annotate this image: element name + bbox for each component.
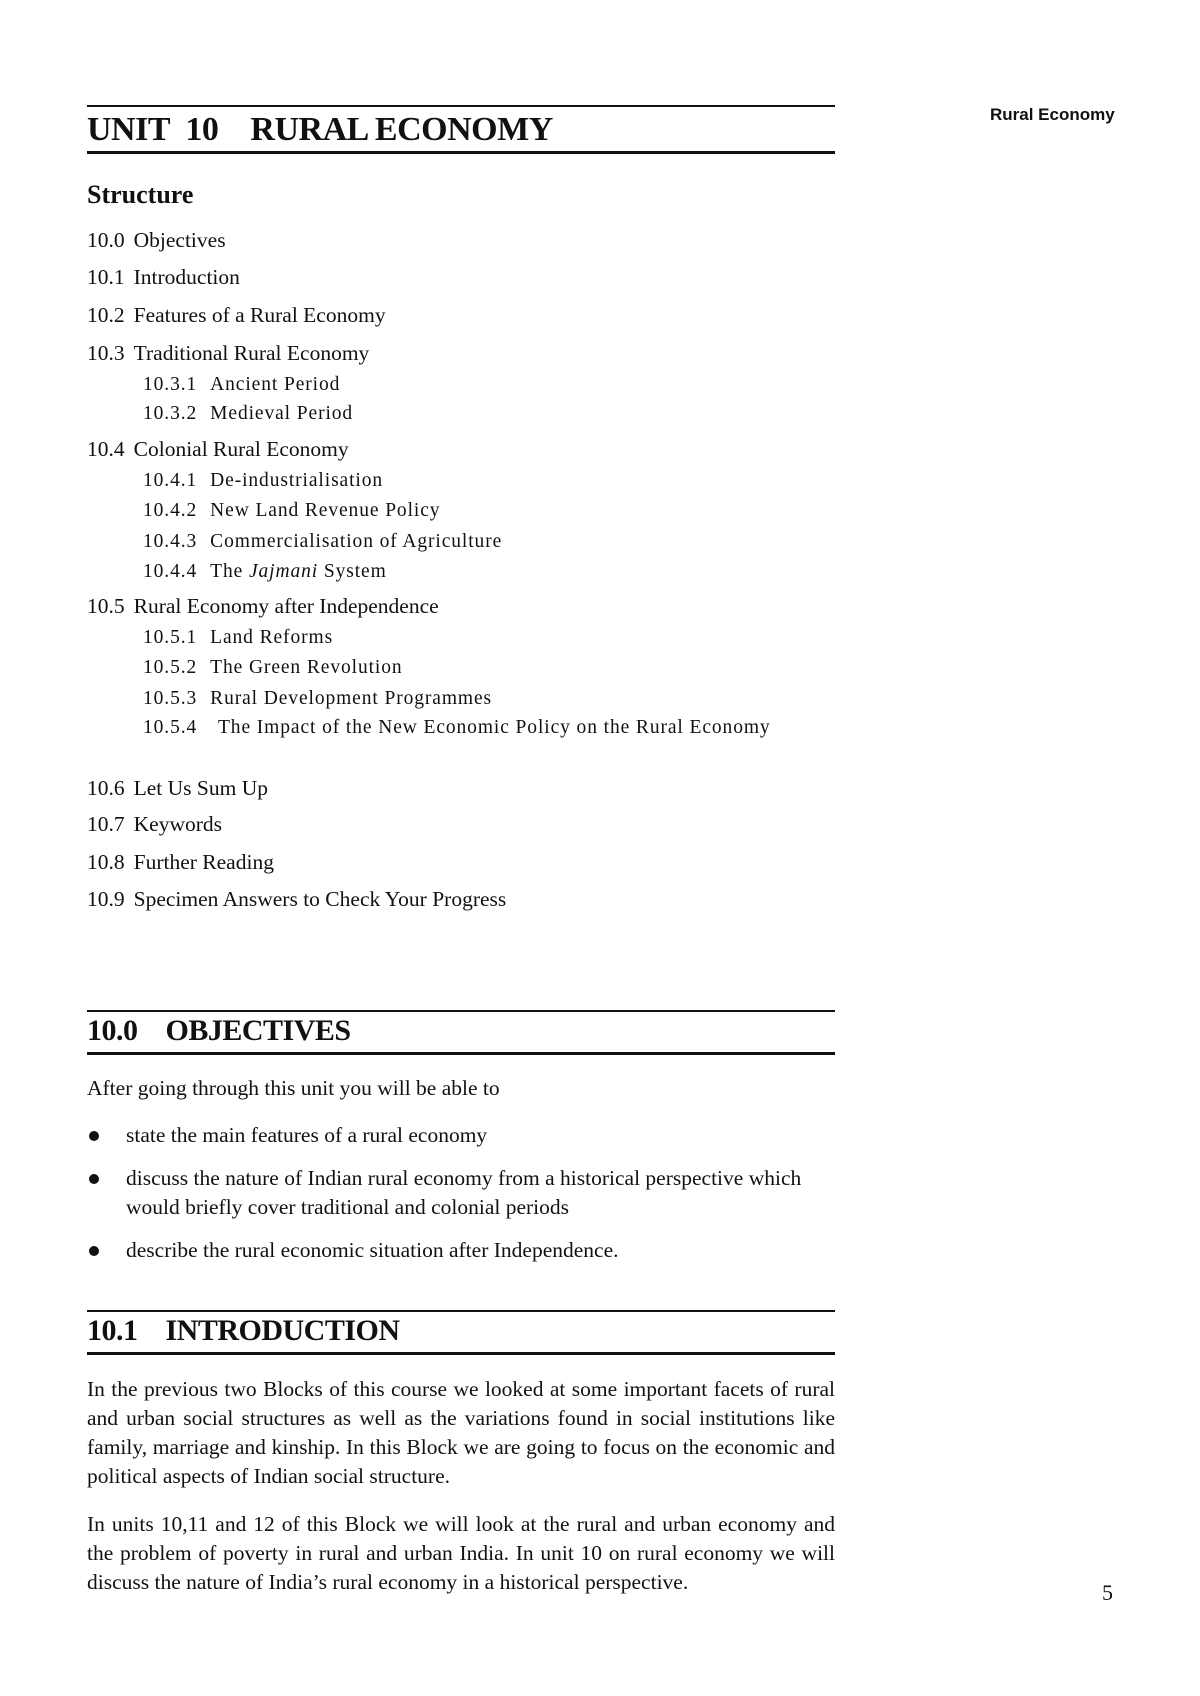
toc-number: 10.8 [87,850,125,874]
introduction-paragraph: In the previous two Blocks of this course we looked at some important facets of rural and urban social structures as well as the variations found in social institutions like family, marriage and kinship. In this Block we are going to focus on the economic and political aspects of Indian social structure. [87,1377,835,1488]
structure-label: Structure [87,180,194,209]
toc-number: 10.4.3 [143,531,198,552]
toc-label: Medieval Period [210,403,354,424]
toc-label: Introduction [133,265,240,289]
toc-label: Features of a Rural Economy [133,303,386,327]
unit-title: UNIT 10 RURAL ECONOMY [87,111,553,148]
toc-subitem [143,688,492,710]
toc-label: Land Reforms [210,627,334,648]
toc-item [87,303,386,328]
objective-bullet [87,1236,835,1265]
toc-item [87,776,268,801]
toc-label: The Impact of the New Economic Policy on the Rural Economy [218,717,771,738]
toc-item [87,265,240,290]
toc-number: 10.3.2 [143,403,198,424]
toc-item [87,437,349,462]
toc-item [87,341,369,366]
toc-label: Traditional Rural Economy [133,341,370,365]
objectives-heading: 10.0 OBJECTIVES [87,1014,351,1047]
toc-label: Rural Economy after Independence [133,594,439,618]
toc-item [87,228,226,253]
introduction-paragraph: In units 10,11 and 12 of this Block we will look at the rural and urban economy and the problem of poverty in rural and urban India. In unit 10 on rural economy we will discuss the nature of India’s rural economy in a historical perspective. [87,1512,835,1594]
toc-number: 10.3 [87,341,125,365]
toc-number: 10.2 [87,303,125,327]
introduction-heading: 10.1 INTRODUCTION [87,1314,400,1347]
toc-label: Let Us Sum Up [133,776,268,800]
toc-subitem [143,531,502,553]
toc-number: 10.6 [87,776,125,800]
toc-label: Further Reading [133,850,274,874]
toc-item [87,887,506,912]
introduction-heading-block [87,1310,835,1355]
toc-item [87,594,439,619]
bullet-text: discuss the nature of Indian rural economy from a historical perspective which would briefly cover traditional and colonial periods [126,1166,802,1219]
toc-number: 10.7 [87,812,125,836]
toc-number: 10.4.4 [143,561,198,582]
toc-number: 10.5.3 [143,688,198,709]
toc-number: 10.5.4 [143,717,198,738]
toc-item [87,850,274,875]
toc-number: 10.4.1 [143,470,198,491]
bullet-text: describe the rural economic situation after Independence. [126,1238,619,1262]
toc-label: New Land Revenue Policy [210,500,441,521]
toc-subitem [143,561,387,583]
toc-subitem [143,657,403,679]
toc-label: Objectives [133,228,226,252]
page-number: 5 [1102,1580,1113,1605]
toc-subitem [143,470,383,492]
toc-number: 10.0 [87,228,125,252]
bullet-text: state the main features of a rural economy [126,1123,488,1147]
objectives-intro: After going through this unit you will be able to [87,1076,500,1100]
running-head: Rural Economy [990,105,1115,124]
toc-label-post: System [318,561,387,582]
toc-label: The Green Revolution [210,657,403,678]
toc-subitem [143,715,843,741]
toc-label: Rural Development Programmes [210,688,493,709]
toc-label [210,561,387,582]
toc-label: Colonial Rural Economy [133,437,349,461]
unit-heading-block [87,105,835,154]
toc-label-pre: The [210,561,249,582]
toc-label-italic: Jajmani [248,561,319,582]
toc-label: Keywords [133,812,222,836]
objectives-heading-block [87,1010,835,1055]
toc-label: Commercialisation of Agriculture [210,531,503,552]
toc-subitem [143,627,333,649]
toc-number: 10.4.2 [143,500,198,521]
toc-number: 10.4 [87,437,125,461]
toc-number: 10.9 [87,887,125,911]
toc-label: Specimen Answers to Check Your Progress [133,887,507,911]
toc-number: 10.1 [87,265,125,289]
toc-number: 10.5 [87,594,125,618]
objective-bullet [87,1164,835,1222]
toc-label: De-industrialisation [210,470,384,491]
bullet-dot-icon [89,1131,99,1141]
toc-number: 10.5.2 [143,657,198,678]
toc-label: Ancient Period [210,374,341,395]
bullet-dot-icon [89,1246,99,1256]
toc-number: 10.3.1 [143,374,198,395]
toc-subitem [143,500,440,522]
objective-bullet [87,1121,835,1150]
toc-subitem [143,403,353,425]
toc-subitem [143,374,340,396]
bullet-dot-icon [89,1174,99,1184]
toc-item [87,812,222,837]
toc-number: 10.5.1 [143,627,198,648]
